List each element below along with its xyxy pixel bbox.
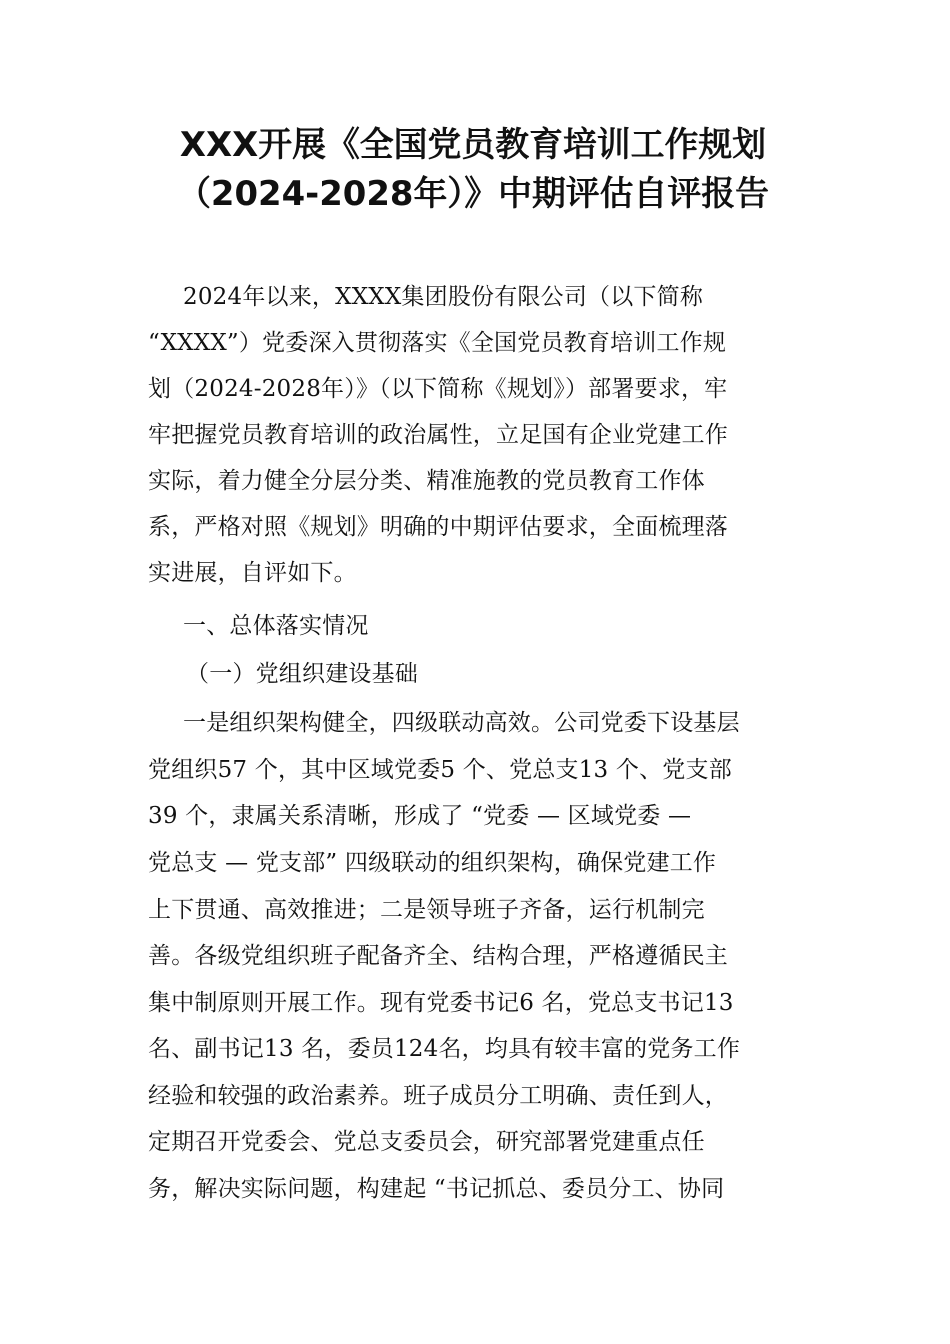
paragraph-line: 划（2024-2028年）》（以下简称《规划》）部署要求，牢 <box>148 376 728 402</box>
paragraph-line: 定期召开党委会、党总支委员会，研究部署党建重点任 <box>148 1129 705 1155</box>
paragraph-line: 经验和较强的政治素养。班子成员分工明确、责任到人， <box>148 1083 728 1109</box>
document-title-line-2: （2024-2028年）》中期评估自评报告 <box>177 174 769 214</box>
paragraph-line: 牢把握党员教育培训的政治属性，立足国有企业党建工作 <box>148 422 728 448</box>
paragraph-line: 名、副书记13 名，委员124名，均具有较丰富的党务工作 <box>148 1036 741 1062</box>
paragraph-line: 党总支 — 党支部” 四级联动的组织架构，确保党建工作 <box>148 850 717 876</box>
paragraph-line: 2024年以来，XXXX集团股份有限公司（以下简称 <box>183 284 704 310</box>
paragraph-line: 上下贯通、高效推进；二是领导班子齐备，运行机制完 <box>148 897 705 923</box>
paragraph-line: 党组织57 个，其中区域党委5 个、党总支13 个、党支部 <box>148 757 732 783</box>
section-heading: 一、总体落实情况 <box>183 613 369 639</box>
paragraph-line: 实际，着力健全分层分类、精准施教的党员教育工作体 <box>148 468 705 494</box>
paragraph-line: 集中制原则开展工作。现有党委书记6 名，党总支书记13 <box>148 990 734 1016</box>
subsection-heading: （一）党组织建设基础 <box>186 661 418 687</box>
paragraph-line: 善。各级党组织班子配备齐全、结构合理，严格遵循民主 <box>148 943 728 969</box>
paragraph-line: “XXXX”）党委深入贯彻落实《全国党员教育培训工作规 <box>148 330 727 356</box>
paragraph-line: 务，解决实际问题，构建起 “书记抓总、委员分工、协同 <box>148 1176 725 1202</box>
paragraph-line: 实进展，自评如下。 <box>148 560 357 586</box>
paragraph-line: 一是组织架构健全，四级联动高效。公司党委下设基层 <box>183 710 740 736</box>
paragraph-line: 39 个，隶属关系清晰，形成了 “党委 — 区域党委 — <box>148 803 692 829</box>
document-title-line-1: XXX开展《全国党员教育培训工作规划 <box>179 125 767 165</box>
paragraph-line: 系，严格对照《规划》明确的中期评估要求，全面梳理落 <box>148 514 728 540</box>
